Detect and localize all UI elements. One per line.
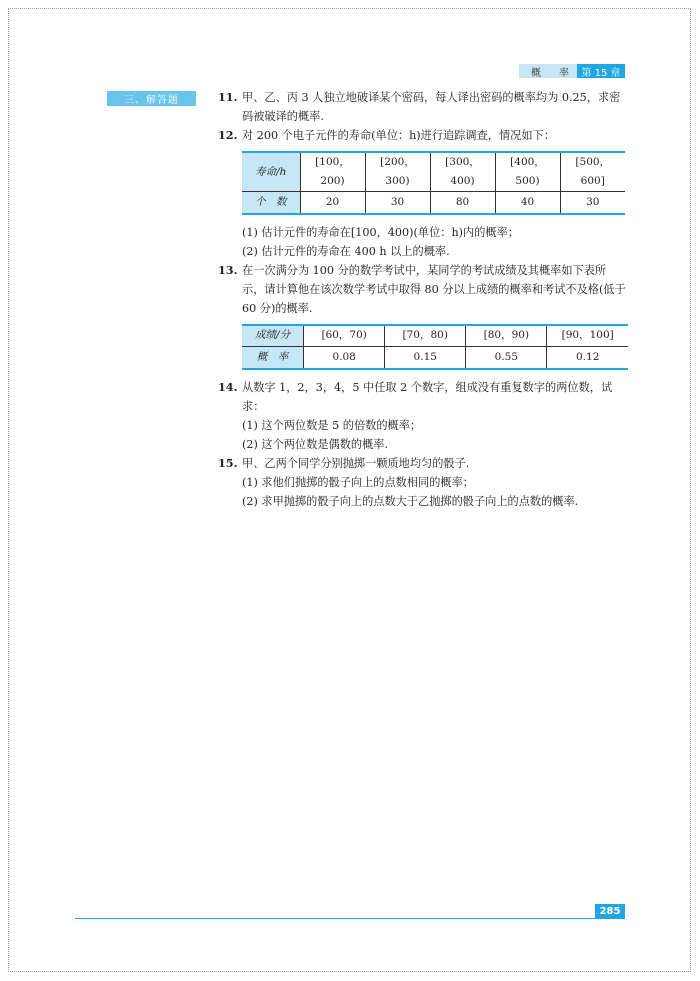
table-cell: 0.08 [304,347,385,369]
table-cell: [400，500) [495,152,560,192]
chapter-number: 第 15 章 [577,64,625,78]
table-cell: 30 [560,192,625,214]
table-cell: 成绩/分 [242,325,304,347]
problem-text: 从数字 1，2，3，4，5 中任取 2 个数字，组成没有重复数字的两位数，试求： [242,380,613,413]
problem-number: 13. [218,262,238,277]
sub-question-1: (1) 求他们抛掷的骰子向上的点数相同的概率； [242,475,474,489]
table-row [242,192,625,214]
problem-11 [218,88,628,126]
table-header-row [242,152,625,192]
footer-rule [75,918,595,919]
table-cell: [80，90) [466,325,547,347]
problem-list [218,88,628,511]
lifetime-table [242,151,625,215]
table-cell: [500，600] [560,152,625,192]
table-cell: 概 率 [242,347,304,369]
problem-14 [218,378,628,416]
table-cell: 个 数 [242,192,300,214]
table-cell: 0.12 [547,347,628,369]
sub-question-2: (2) 这个两位数是偶数的概率. [242,437,389,451]
table-cell: 0.15 [385,347,466,369]
table-cell: [300，400) [430,152,495,192]
problem-13 [218,261,628,318]
problem-text: 在一次满分为 100 分的数学考试中，某同学的考试成绩及其概率如下表所示，请计算他在该次数学考试中取得 80 分以上成绩的概率和考试不及格(低于 60 分)的概率. [242,263,626,315]
problem-number: 15. [218,455,238,470]
problem-number: 11. [218,90,238,104]
problem-number: 14. [218,379,238,394]
sub-question-1: (1) 这个两位数是 5 的倍数的概率； [242,418,422,432]
sub-question-2: (2) 估计元件的寿命在 400 h 以上的概率. [242,244,450,258]
page-number: 285 [595,904,625,919]
problem-text: 甲、乙两个同学分别抛掷一颗质地均匀的骰子. [242,456,470,470]
topic-char-2: 率 [559,67,569,79]
table-cell: [70，80) [385,325,466,347]
table-cell: 寿命/h [242,152,300,192]
section-label: 三、解答题 [107,91,196,106]
table-row [242,347,628,369]
table-cell: [90，100] [547,325,628,347]
problem-15 [218,454,628,473]
score-table [242,324,628,370]
problem-number: 12. [218,128,238,142]
sub-question-2: (2) 求甲抛掷的骰子向上的点数大于乙抛掷的骰子向上的点数的概率. [242,494,579,508]
table-cell: 80 [430,192,495,214]
table-cell: 20 [300,192,365,214]
problem-text: 对 200 个电子元件的寿命(单位：h)进行追踪调查，情况如下： [242,129,555,142]
problem-12 [218,126,628,145]
table-cell: 30 [365,192,430,214]
table-cell: [200，300) [365,152,430,192]
topic-char-1: 概 [531,67,541,79]
table-cell: [60，70) [304,325,385,347]
table-cell: [100，200) [300,152,365,192]
problem-text: 甲、乙、丙 3 人独立地破译某个密码，每人译出密码的概率均为 0.25，求密码被破译的概率. [242,91,621,123]
table-cell: 0.55 [466,347,547,369]
chapter-topic [519,64,577,78]
table-header-row [242,325,628,347]
chapter-header [519,64,625,78]
table-cell: 40 [495,192,560,214]
sub-question-1: (1) 估计元件的寿命在[100，400)(单位：h)内的概率； [242,225,519,239]
